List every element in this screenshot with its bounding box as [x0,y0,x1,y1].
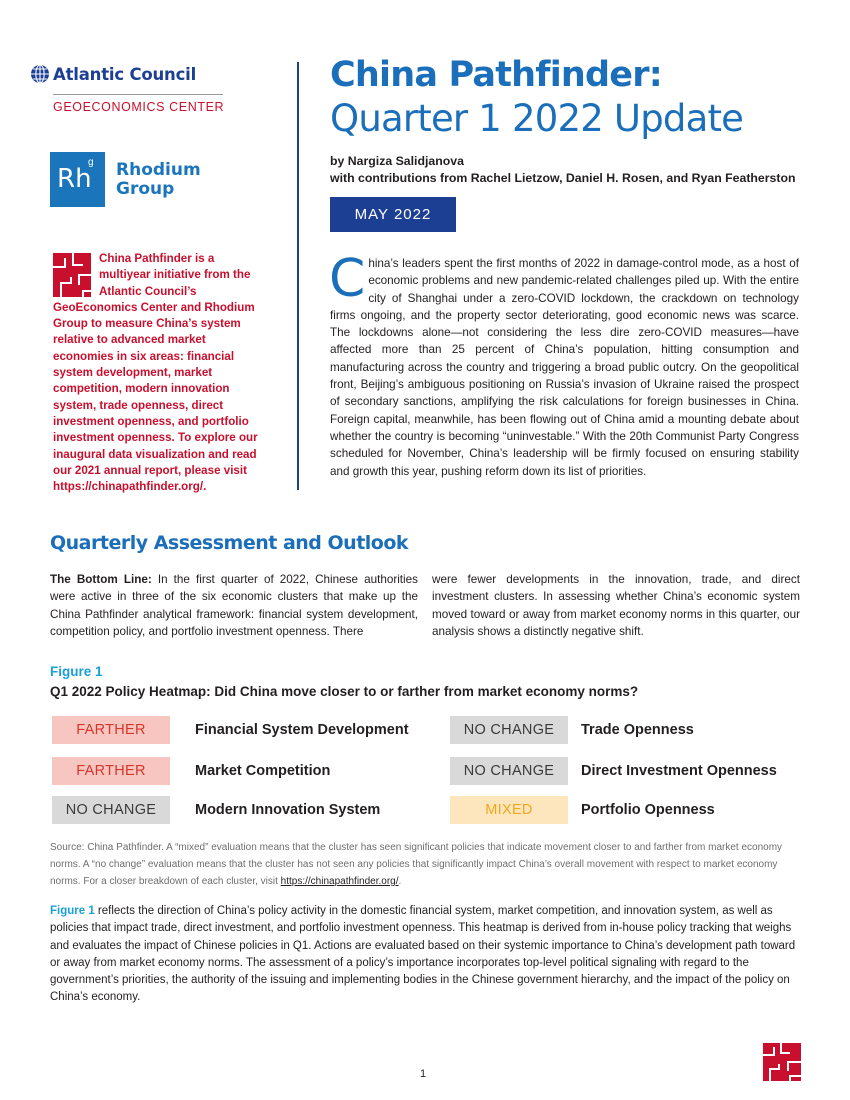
page-number: 1 [420,1068,427,1080]
atlantic-council-logo [30,64,196,84]
rhodium-symbol-box [50,152,105,207]
logo-divider [53,94,223,95]
cluster-label: Market Competition [195,763,331,779]
status-badge: NO CHANGE [450,716,568,744]
bottom-line-right: were fewer developments in the innovation, trade, and direct investment clusters. In assessing whether China’s economic system moved toward or away from market economy norms in this quarter, our analysis shows a distinctly negative shift. [432,573,800,638]
rhodium-wordmark [116,161,201,199]
bottom-line-text-left: In the first quarter of 2022, Chinese authorities were active in three of the six economic clusters that make up the China Pathfinder analytical framework: financial system development, competition policy, and portfolio investment openness. There [50,573,418,638]
rhodium-symbol: Rh [57,164,92,194]
section-title: Quarterly Assessment and Outlook [50,532,409,554]
report-title: China Pathfinder: [330,55,662,95]
intro-text: hina’s leaders spent the first months of 2022 in damage-control mode, as a host of economic problems and new pandemic-related challenges piled up. With the entire city of Shanghai under a zero-COVID lockdown, the crackdown on technology firms ongoing, and the property sector deteriorating, good economic news was scarce. The lockdowns alone—not considering the less dire zero-COVID measures—have affected more than 25 percent of China’s population, hitting consumption and manufacturing across the country and triggering a broad public outcry. On the geopolitical front, Beijing’s ambiguous positioning on Russia’s invasion of Ukraine raised the prospect of secondary sanctions, amplifying the risk calculations for foreign businesses in China. Foreign capital, meanwhile, has been flowing out of China amid a mounting debate about whether the country is becoming “uninvestable.” With the 20th Communist Party Congress scheduled for November, China’s leadership will be firmly focused on ensuring stability and growth this year, pushing reform down its list of priorities. [330,257,799,478]
figure-reference: Figure 1 [50,905,95,917]
cluster-label: Trade Openness [581,722,694,738]
sidebar-note-text: China Pathfinder is a multiyear initiative from the Atlantic Council’s GeoEconomics Center and Rhodium Group to measure China’s system relative to advanced market economies in six areas: financial system development, market competition, modern innovation system, trade openness, direct investment openness, and portfolio investment openness. To explore our inaugural data visualization and read our 2021 annual report, please visit https://chinapathfinder.org/. [53,252,258,494]
heatmap-row [450,757,777,785]
heatmap-row [52,716,409,744]
figure-label: Figure 1 [50,664,103,679]
atlantic-council-name: Atlantic Council [53,64,197,84]
heatmap-row [450,716,694,744]
status-badge: NO CHANGE [52,796,170,824]
status-badge: MIXED [450,796,568,824]
byline [330,153,796,187]
heatmap-row [450,796,715,824]
figure-description-text: reflects the direction of China’s policy activity in the domestic financial system, market competition, and innovation system, as well as policies that impact trade, direct investment, and portfolio investment openness. This heatmap is derived from in-house policy tracking that weighs and evaluates the impact of Chinese policies in Q1. Actions are evaluated based on their systemic importance to China’s development path toward or away from market economy norms. The assessment of a policy’s importance incorporates top-level political signaling with regard to the government’s priorities, the authority of the issuing and implementing bodies in the Chinese government hierarchy, and the impact of the policy on China’s economy. [50,905,796,1004]
source-end: . [398,876,402,887]
heatmap-row [52,757,330,785]
cluster-label: Portfolio Openness [581,802,715,818]
rhodium-word-1: Rhodium [116,159,201,180]
globe-icon [30,64,50,84]
status-badge: FARTHER [52,757,170,785]
status-badge: NO CHANGE [450,757,568,785]
rhodium-word-2: Group [116,178,175,199]
source-text: Source: China Pathfinder. A “mixed” evaluation means that the cluster has seen significant policies that indicate movement closer to and farther from market economy norms. A “no change” evaluation means that the cluster has not seen any policies that significantly impact China’s overall movement with respect to market economy norms. For a closer breakdown of each cluster, visit [50,842,783,887]
figure-source-note [50,839,790,890]
bottom-line-label: The Bottom Line: [50,573,152,586]
pathfinder-maze-icon [53,253,91,297]
source-link[interactable]: https://chinapathfinder.org/ [280,876,399,887]
bottom-line-left [50,571,418,640]
status-badge: FARTHER [52,716,170,744]
report-subtitle: Quarter 1 2022 Update [330,97,744,140]
pathfinder-maze-icon [763,1043,801,1081]
date-badge: MAY 2022 [330,197,456,232]
rhodium-number: g [88,157,94,168]
figure-description [50,903,802,1007]
figure-title: Q1 2022 Policy Heatmap: Did China move closer to or farther from market economy norms? [50,684,639,699]
cluster-label: Direct Investment Openness [581,763,777,779]
cluster-label: Modern Innovation System [195,802,381,818]
intro-paragraph [329,249,799,480]
drop-cap: C [329,249,366,309]
contributors-line: with contributions from Rachel Lietzow, Daniel H. Rosen, and Ryan Featherston [330,171,796,185]
cluster-label: Financial System Development [195,722,409,738]
heatmap-row [52,796,380,824]
rhodium-group-logo [50,152,201,207]
author-line: by Nargiza Salidjanova [330,154,464,168]
geoeconomics-center-label: GEOECONOMICS CENTER [53,100,225,114]
sidebar-note [53,251,263,495]
column-divider [297,62,299,490]
